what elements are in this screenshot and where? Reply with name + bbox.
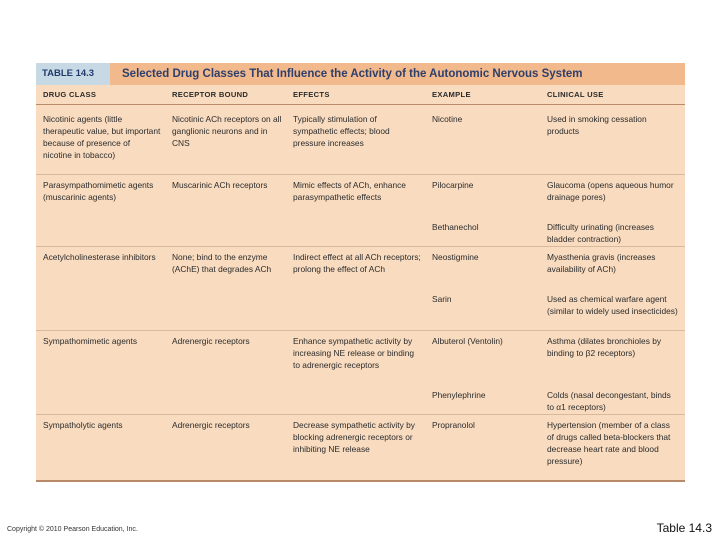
copyright-notice: Copyright © 2010 Pearson Education, Inc. bbox=[7, 526, 138, 533]
cell-example: Sarin bbox=[432, 294, 452, 304]
row-divider bbox=[36, 174, 685, 175]
slide-table-label: Table 14.3 bbox=[656, 521, 712, 535]
cell-example: Neostigmine bbox=[432, 252, 479, 262]
cell-drug-class: Sympatholytic agents bbox=[43, 420, 123, 430]
header-drug-class: DRUG CLASS bbox=[43, 90, 97, 99]
cell-clinical-use: Myasthenia gravis (increases availability of ACh) bbox=[547, 252, 656, 274]
cell-example: Phenylephrine bbox=[432, 390, 486, 400]
row-divider bbox=[36, 246, 685, 247]
cell-clinical-use: Asthma (dilates bronchioles by binding to β2 receptors) bbox=[547, 336, 662, 358]
cell-receptor: Adrenergic receptors bbox=[172, 420, 250, 430]
header-example: EXAMPLE bbox=[432, 90, 471, 99]
header-receptor-bound: RECEPTOR BOUND bbox=[172, 90, 249, 99]
cell-receptor: None; bind to the enzyme (AChE) that degrades ACh bbox=[172, 252, 272, 274]
cell-receptor: Adrenergic receptors bbox=[172, 336, 250, 346]
cell-drug-class: Parasympathomimetic agents (muscarinic agents) bbox=[43, 180, 154, 202]
cell-drug-class: Acetylcholinesterase inhibitors bbox=[43, 252, 156, 262]
header-clinical-use: CLINICAL USE bbox=[547, 90, 604, 99]
row-divider bbox=[36, 330, 685, 331]
cell-clinical-use: Glaucoma (opens aqueous humor drainage pores) bbox=[547, 180, 674, 202]
cell-effects: Mimic effects of ACh, enhance parasympathetic effects bbox=[293, 180, 406, 202]
cell-example: Nicotine bbox=[432, 114, 463, 124]
table-number-label: TABLE 14.3 bbox=[36, 63, 110, 85]
cell-example: Bethanechol bbox=[432, 222, 479, 232]
cell-example: Pilocarpine bbox=[432, 180, 474, 190]
cell-clinical-use: Colds (nasal decongestant, binds to α1 receptors) bbox=[547, 390, 671, 412]
cell-clinical-use: Used in smoking cessation products bbox=[547, 114, 647, 136]
cell-effects: Indirect effect at all ACh receptors; prolong the effect of ACh bbox=[293, 252, 421, 274]
cell-example: Albuterol (Ventolin) bbox=[432, 336, 503, 346]
row-divider bbox=[36, 414, 685, 415]
cell-example: Propranolol bbox=[432, 420, 475, 430]
table-title-bar bbox=[36, 63, 685, 85]
cell-clinical-use: Hypertension (member of a class of drugs called beta-blockers that decrease heart rate and blood pressure) bbox=[547, 420, 671, 466]
table-header-row bbox=[36, 85, 685, 105]
cell-drug-class: Sympathomimetic agents bbox=[43, 336, 138, 346]
table-title: Selected Drug Classes That Influence the Activity of the Autonomic Nervous System bbox=[122, 68, 583, 80]
cell-drug-class: Nicotinic agents (little therapeutic value, but important because of presence of nicotine in tobacco) bbox=[43, 114, 161, 160]
header-effects: EFFECTS bbox=[293, 90, 330, 99]
cell-receptor: Nicotinic ACh receptors on all ganglionic neurons and in CNS bbox=[172, 114, 282, 148]
drug-classes-table bbox=[36, 63, 685, 482]
cell-clinical-use: Used as chemical warfare agent (similar to widely used insecticides) bbox=[547, 294, 678, 316]
cell-clinical-use: Difficulty urinating (increases bladder contraction) bbox=[547, 222, 654, 244]
cell-receptor: Muscarinic ACh receptors bbox=[172, 180, 268, 190]
cell-effects: Decrease sympathetic activity by blocking adrenergic receptors or inhibiting NE release bbox=[293, 420, 415, 454]
cell-effects: Typically stimulation of sympathetic effects; blood pressure increases bbox=[293, 114, 390, 148]
cell-effects: Enhance sympathetic activity by increasing NE release or binding to adrenergic receptors bbox=[293, 336, 415, 370]
